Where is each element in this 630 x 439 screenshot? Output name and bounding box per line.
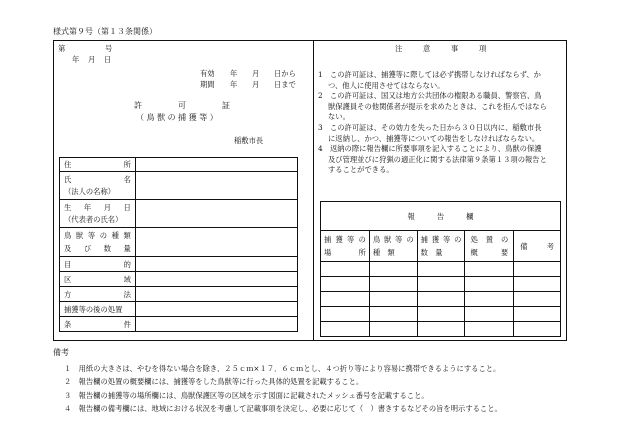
- report-cell[interactable]: [514, 277, 561, 292]
- report-cell[interactable]: [465, 277, 514, 292]
- remarks-title: 備考: [53, 348, 69, 357]
- table-row: [60, 317, 298, 332]
- row-label-post-treatment: 捕獲等の後の処置: [60, 302, 136, 317]
- notes-list: [318, 70, 547, 176]
- validity-to-year: 年: [230, 80, 238, 89]
- report-cell[interactable]: [417, 292, 465, 307]
- row-label-species: 鳥 獣 等 の 種 類: [64, 231, 131, 240]
- birthdate-value[interactable]: [135, 200, 297, 228]
- row-label-corp-name: （法人の名称）: [64, 187, 116, 196]
- report-table: [320, 201, 561, 337]
- report-title-row: [321, 202, 561, 231]
- report-cell[interactable]: [369, 277, 417, 292]
- validity-to-day: 日まで: [274, 80, 296, 89]
- row-label-quantity: 及 び 数 量: [64, 244, 131, 253]
- note-item-4-cont: することができる。: [328, 165, 394, 175]
- report-cell[interactable]: [417, 277, 465, 292]
- permit-number-suffix: 号: [105, 44, 113, 53]
- table-row: [321, 322, 561, 337]
- notes-title-1: 注: [395, 44, 403, 53]
- conditions-value[interactable]: [135, 317, 297, 332]
- report-cell[interactable]: [514, 307, 561, 322]
- report-header-treatment: 処 置 の 概 要: [465, 231, 514, 262]
- row-label-name: 氏 名: [64, 175, 131, 184]
- report-cell[interactable]: [514, 262, 561, 277]
- validity-label-1: 有効: [200, 69, 215, 78]
- row-label-representative: （代表者の氏名）: [64, 215, 123, 224]
- row-label-birthdate: 生 年 月 日: [64, 203, 131, 212]
- table-row: [60, 158, 298, 172]
- post-treatment-value[interactable]: [135, 302, 297, 317]
- address-value[interactable]: [135, 158, 297, 172]
- remark-item-2: ２ 報告欄の処置の概要欄には、捕獲等をした鳥獣等に行った具体的処置を記載すること。: [64, 377, 364, 387]
- report-header-row: [321, 231, 561, 262]
- report-cell[interactable]: [321, 292, 370, 307]
- report-cell[interactable]: [321, 322, 370, 337]
- note-item-1-cont: つ、他人に使用させてはならない。: [328, 80, 445, 90]
- date-month: 月: [88, 55, 96, 64]
- report-cell[interactable]: [417, 262, 465, 277]
- note-item-3-cont: に返納し、かつ、捕獲等についての報告をしなければならない。: [328, 133, 540, 143]
- report-cell[interactable]: [417, 307, 465, 322]
- table-row: [60, 287, 298, 302]
- row-label-area: 区 域: [64, 274, 131, 284]
- form-id: 様式第９号（第１３条関係）: [53, 27, 157, 36]
- row-label-method: 方 法: [64, 289, 131, 299]
- validity-from-year: 年: [230, 69, 238, 78]
- table-row: [321, 277, 561, 292]
- validity-from-month: 月: [252, 69, 260, 78]
- note-item-2: 2 この許可証は、国又は地方公共団体の権限ある職員、警察官、鳥: [318, 91, 542, 101]
- report-cell[interactable]: [417, 322, 465, 337]
- table-row: [60, 257, 298, 272]
- title-char-1: 許: [134, 101, 142, 110]
- row-label-address: 住 所: [64, 160, 131, 169]
- name-value[interactable]: [135, 172, 297, 200]
- report-cell[interactable]: [321, 307, 370, 322]
- note-item-2-cont: ない。: [328, 112, 350, 122]
- report-cell[interactable]: [369, 322, 417, 337]
- table-row: [321, 262, 561, 277]
- table-row: [60, 228, 298, 257]
- report-cell[interactable]: [369, 292, 417, 307]
- report-cell[interactable]: [465, 322, 514, 337]
- report-header-species: 鳥 獣 等 の 種 類: [369, 231, 417, 262]
- remark-item-1: １ 用紙の大きさは、やむを得ない場合を除き、２５ｃｍ×１７．６ｃｍとし、４つ折り等により容易に携帯できるようにすること。: [64, 364, 501, 373]
- subtitle: （ 鳥 獣 の 捕 獲 等 ）: [136, 113, 218, 122]
- note-item-4-cont: 及び管理並びに狩猟の適正化に関する法律第９条第１３項の報告と: [328, 154, 547, 164]
- notes-title-3: 事: [451, 44, 459, 53]
- species-value[interactable]: [135, 228, 297, 257]
- notes-title-2: 意: [423, 44, 431, 53]
- table-row: [60, 172, 298, 200]
- report-header-remarks: 備 考: [514, 231, 561, 262]
- note-item-2-cont: 獣保護員その他関係者が提示を求めたときは、これを拒んではなら: [328, 101, 547, 111]
- report-cell[interactable]: [369, 262, 417, 277]
- report-cell[interactable]: [321, 262, 370, 277]
- purpose-value[interactable]: [135, 257, 297, 272]
- remark-item-4: ４ 報告欄の備考欄には、地域における状況を考慮して記載事項を決定し、必要に応じて（ ）書きするなどその旨を明示すること。: [64, 404, 502, 414]
- table-row: [60, 200, 298, 228]
- issuer: 稲敷市長: [234, 136, 264, 145]
- area-value[interactable]: [135, 272, 297, 287]
- table-row: [60, 272, 298, 287]
- validity-to-month: 月: [252, 80, 260, 89]
- report-title: 報 告 欄: [407, 211, 474, 221]
- report-header-quantity: 捕 獲 等 の 数 量: [417, 231, 465, 262]
- validity-label-2: 期間: [200, 80, 215, 89]
- center-divider: [313, 40, 314, 341]
- note-item-4: 4 返納の際に報告欄に所要事項を記入することにより、鳥獣の保護: [318, 144, 542, 154]
- remark-item-3: ３ 報告欄の捕獲等の場所欄には、鳥獣保護区等の区域を示す図面に記載されたメッシュ番号を記載すること。: [64, 390, 429, 400]
- remarks-list: [64, 362, 502, 416]
- row-label-purpose: 目 的: [64, 259, 131, 269]
- row-label-conditions: 条 件: [64, 319, 131, 329]
- applicant-table: [59, 157, 298, 332]
- report-header-place: 捕 獲 等 の 場 所: [321, 231, 370, 262]
- report-cell[interactable]: [321, 277, 370, 292]
- date-day: 日: [104, 55, 112, 64]
- note-item-3: 3 この許可証は、その効力を失った日から３０日以内に、稲敷市長: [318, 122, 542, 132]
- table-row: [321, 292, 561, 307]
- method-value[interactable]: [135, 287, 297, 302]
- permit-number-prefix: 第: [58, 44, 66, 53]
- title-char-3: 証: [222, 101, 230, 110]
- table-row: [60, 302, 298, 317]
- validity-from-day: 日から: [274, 69, 296, 78]
- notes-title-4: 項: [479, 44, 487, 53]
- date-year: 年: [72, 55, 80, 64]
- report-cell[interactable]: [465, 262, 514, 277]
- title-char-2: 可: [178, 101, 186, 110]
- report-cell[interactable]: [465, 307, 514, 322]
- report-cell[interactable]: [369, 307, 417, 322]
- note-item-1: 1 この許可証は、捕獲等に際しては必ず携帯しなければならず、か: [318, 70, 541, 79]
- report-cell[interactable]: [465, 292, 514, 307]
- report-cell[interactable]: [514, 292, 561, 307]
- table-row: [321, 307, 561, 322]
- report-cell[interactable]: [514, 322, 561, 337]
